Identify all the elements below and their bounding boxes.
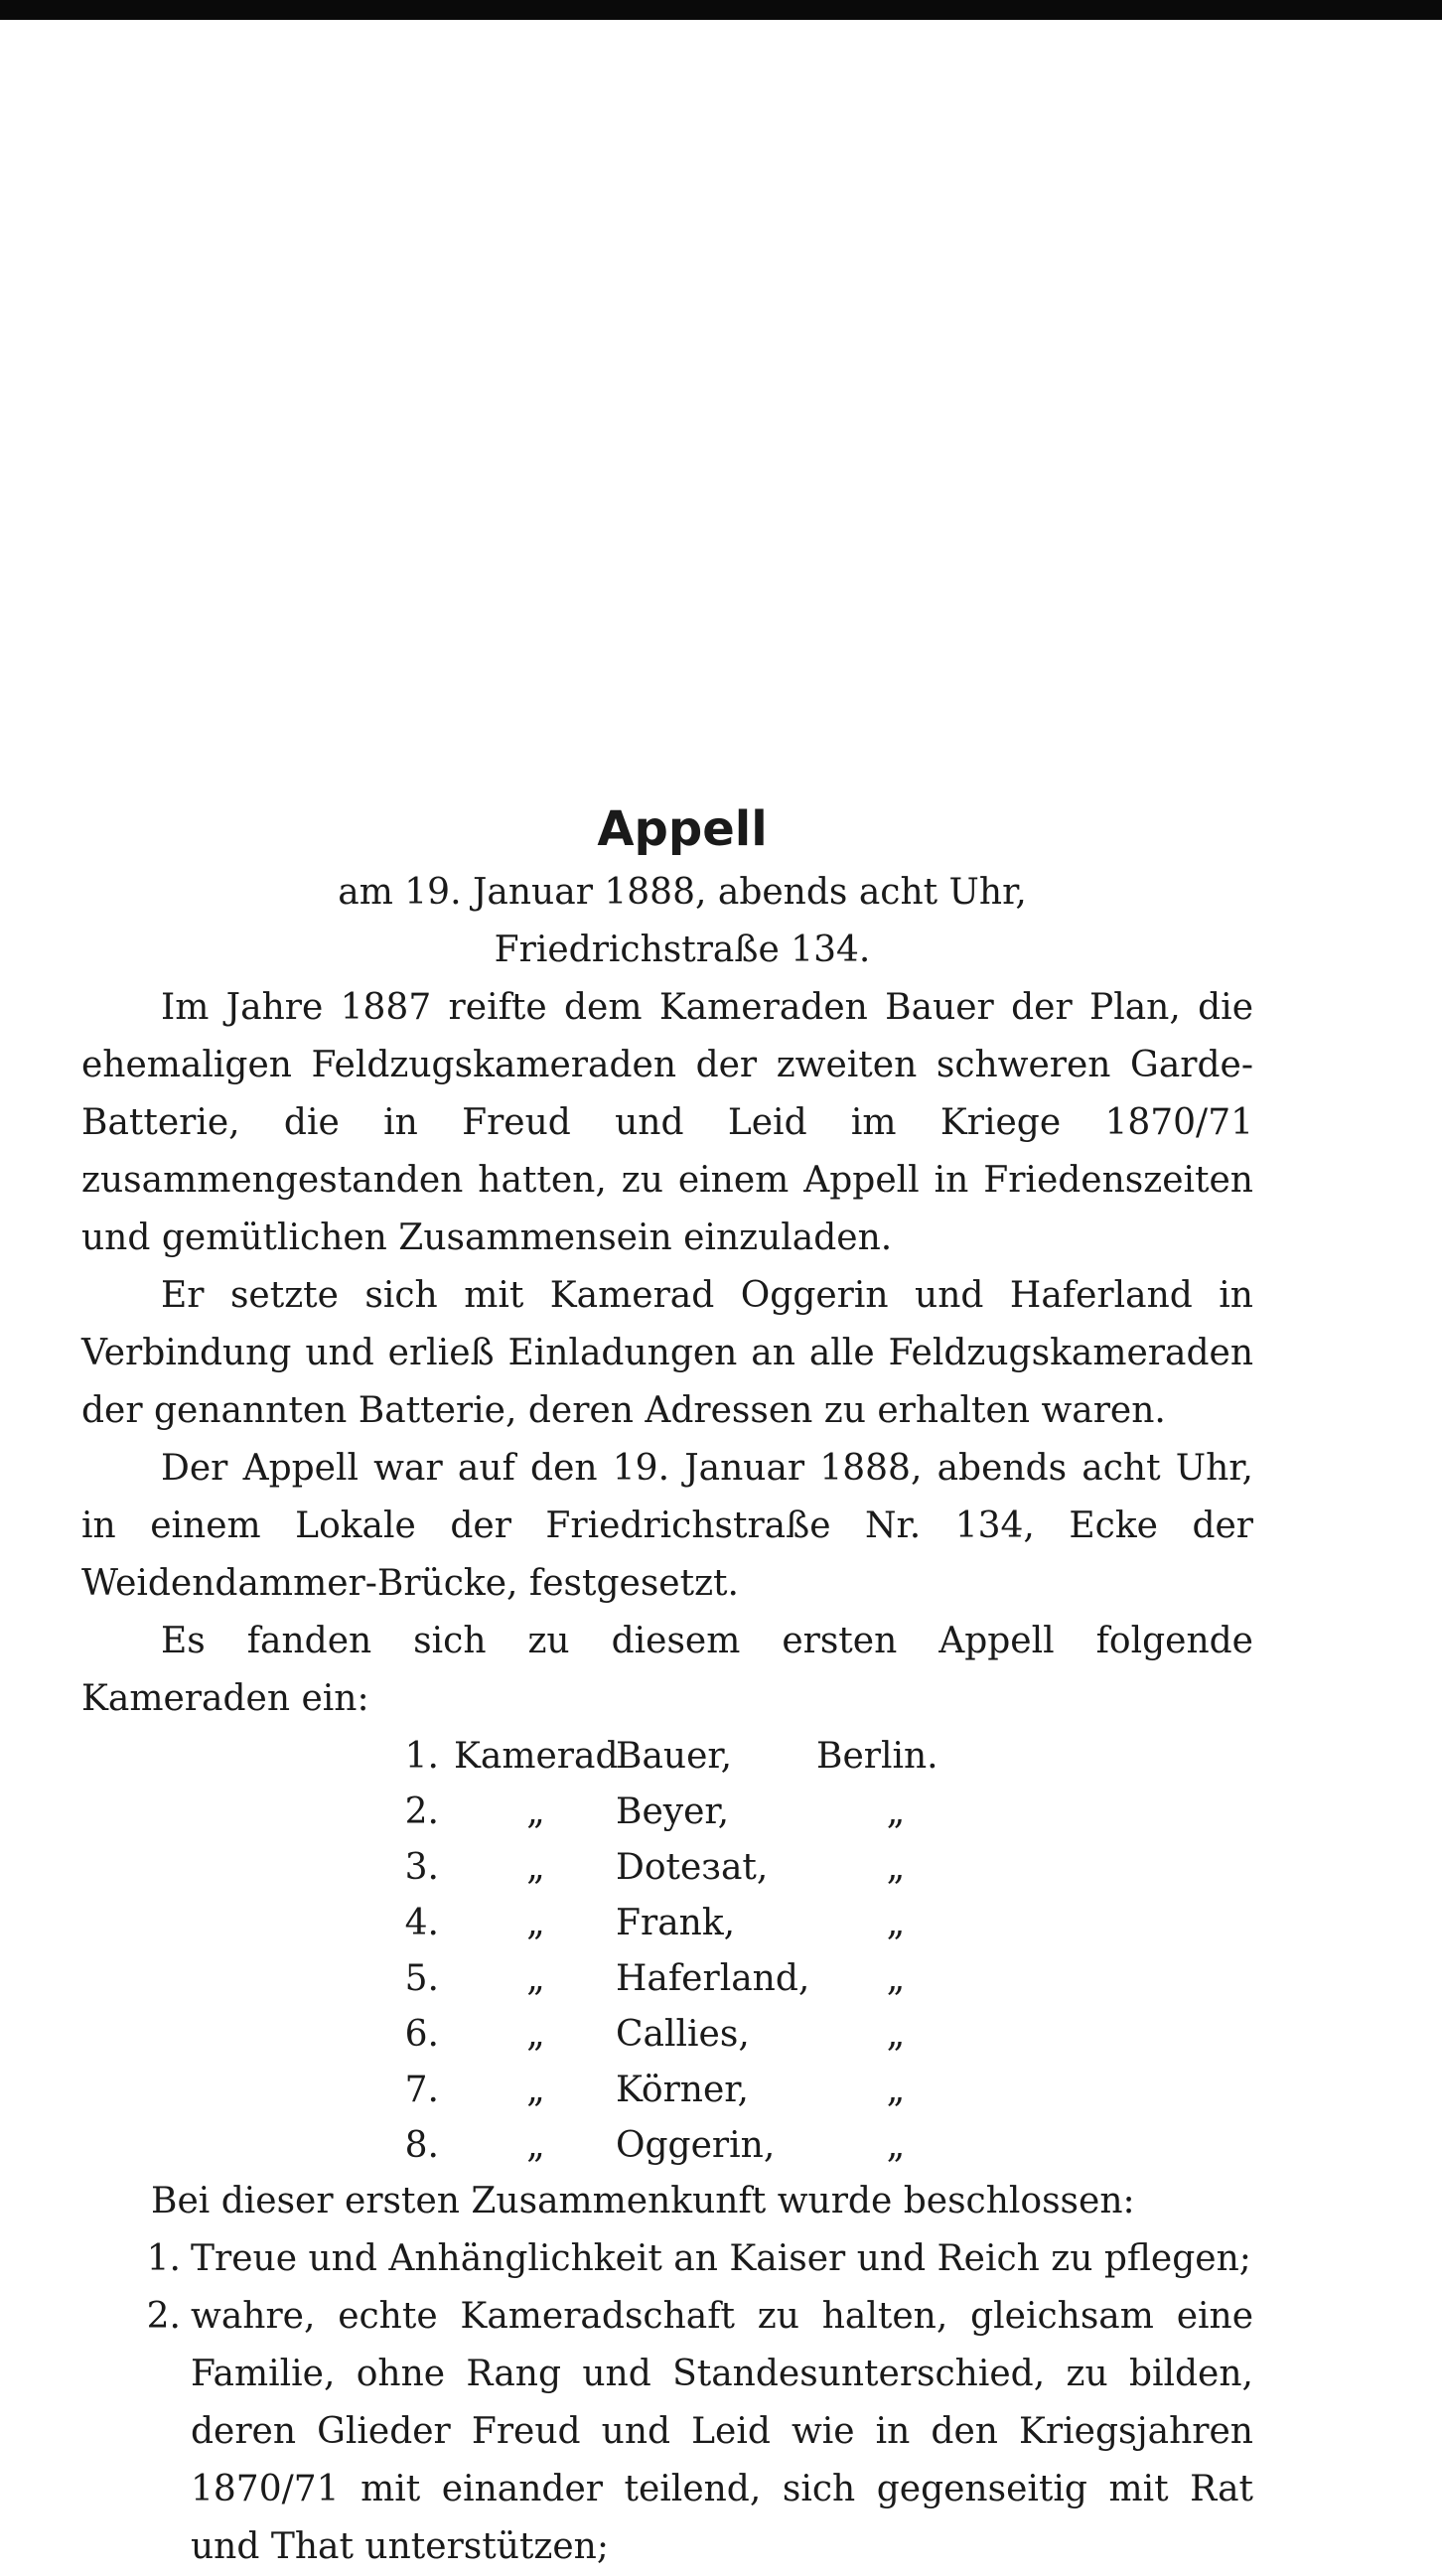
list-item xyxy=(81,1950,1253,2006)
list-item xyxy=(81,2230,1253,2288)
list-item xyxy=(81,2062,1253,2117)
attendee-rank: „ xyxy=(526,2014,545,2055)
page-title: Appell xyxy=(597,801,768,857)
attendee-number: 7. xyxy=(404,2070,439,2110)
attendee-name: Körner, xyxy=(616,2070,749,2110)
attendee-number: 4. xyxy=(404,1903,439,1943)
paragraph-plan: Im Jahre 1887 reifte dem Kameraden Bauer der Plan, die ehemaligen Feldzugskameraden der zweiten schweren Garde-Batterie, die in Freud und Leid im Kriege 1870/71 zusammengestanden hatten, zu einem Appell in Friedenszeiten und gemütlichen Zusammensein einzuladen. xyxy=(81,987,1253,1258)
roster-intro: Es fanden sich zu diesem ersten Appell folgende Kameraden ein: xyxy=(81,1621,1253,1719)
attendee-name: Doteзat, xyxy=(616,1847,769,1888)
attendee-name: Frank, xyxy=(616,1903,736,1943)
attendee-city: „ xyxy=(886,2014,906,2055)
attendee-rank: „ xyxy=(526,2125,545,2166)
resolution-number: 2. xyxy=(146,2296,181,2337)
attendee-rank: „ xyxy=(526,1791,545,1832)
attendee-number: 2. xyxy=(404,1791,439,1832)
document-page xyxy=(81,794,1253,2576)
list-item xyxy=(81,2288,1253,2576)
list-item xyxy=(81,2006,1253,2062)
list-item xyxy=(81,1728,1253,1784)
attendee-rank: „ xyxy=(526,1903,545,1943)
attendee-name: Callies, xyxy=(616,2014,750,2055)
list-item xyxy=(81,1784,1253,1839)
attendee-number: 6. xyxy=(404,2014,439,2055)
attendee-number: 1. xyxy=(404,1736,439,1777)
attendee-city: „ xyxy=(886,2125,906,2166)
attendee-rank: „ xyxy=(526,2070,545,2110)
list-item xyxy=(81,1839,1253,1895)
attendee-name: Oggerin, xyxy=(616,2125,776,2166)
attendee-number: 8. xyxy=(404,2125,439,2166)
attendee-name: Beyer, xyxy=(616,1791,730,1832)
scan-edge-bar xyxy=(0,0,1442,20)
attendee-number: 5. xyxy=(404,1958,439,1999)
list-item xyxy=(81,1895,1253,1950)
attendee-rank: „ xyxy=(526,1958,545,1999)
attendee-city: „ xyxy=(886,2070,906,2110)
paragraph-invitation: Er setzte sich mit Kamerad Oggerin und Haferland in Verbindung und erließ Einladungen an alle Feldzugskameraden der genannten Batterie, deren Adressen zu erhalten waren. xyxy=(81,1275,1253,1431)
subtitle-date: am 19. Januar 1888, abends acht Uhr, xyxy=(338,872,1027,913)
attendee-name: Bauer, xyxy=(616,1736,733,1777)
resolution-text: wahre, echte Kameradschaft zu halten, gleichsam eine Familie, ohne Rang und Standesunterschied, zu bilden, deren Glieder Freud und Leid wie in den Kriegsjahren 1870/71 mit einander teilend, sich gegenseitig mit Rat und That unterstützen; xyxy=(191,2296,1253,2567)
attendee-number: 3. xyxy=(404,1847,439,1888)
attendee-list xyxy=(81,1728,1253,2173)
attendee-city: „ xyxy=(886,1847,906,1888)
resolution-text: Treue und Anhänglichkeit an Kaiser und Reich zu pflegen; xyxy=(191,2238,1251,2279)
attendee-rank: Kamerad xyxy=(454,1736,619,1777)
subtitle-address: Friedrichstraße 134. xyxy=(494,930,871,970)
resolution-intro: Bei dieser ersten Zusammenkunft wurde beschlossen: xyxy=(151,2181,1135,2221)
resolution-number: 1. xyxy=(146,2238,181,2279)
attendee-city: „ xyxy=(886,1903,906,1943)
paragraph-date: Der Appell war auf den 19. Januar 1888, abends acht Uhr, in einem Lokale der Friedrichstraße Nr. 134, Ecke der Weidendammer-Brücke, festgesetzt. xyxy=(81,1448,1253,1604)
attendee-city: „ xyxy=(886,1958,906,1999)
resolution-list xyxy=(81,2230,1253,2576)
attendee-city: Berlin. xyxy=(816,1736,938,1777)
attendee-city: „ xyxy=(886,1791,906,1832)
list-item xyxy=(81,2117,1253,2173)
attendee-rank: „ xyxy=(526,1847,545,1888)
attendee-name: Haferland, xyxy=(616,1958,810,1999)
